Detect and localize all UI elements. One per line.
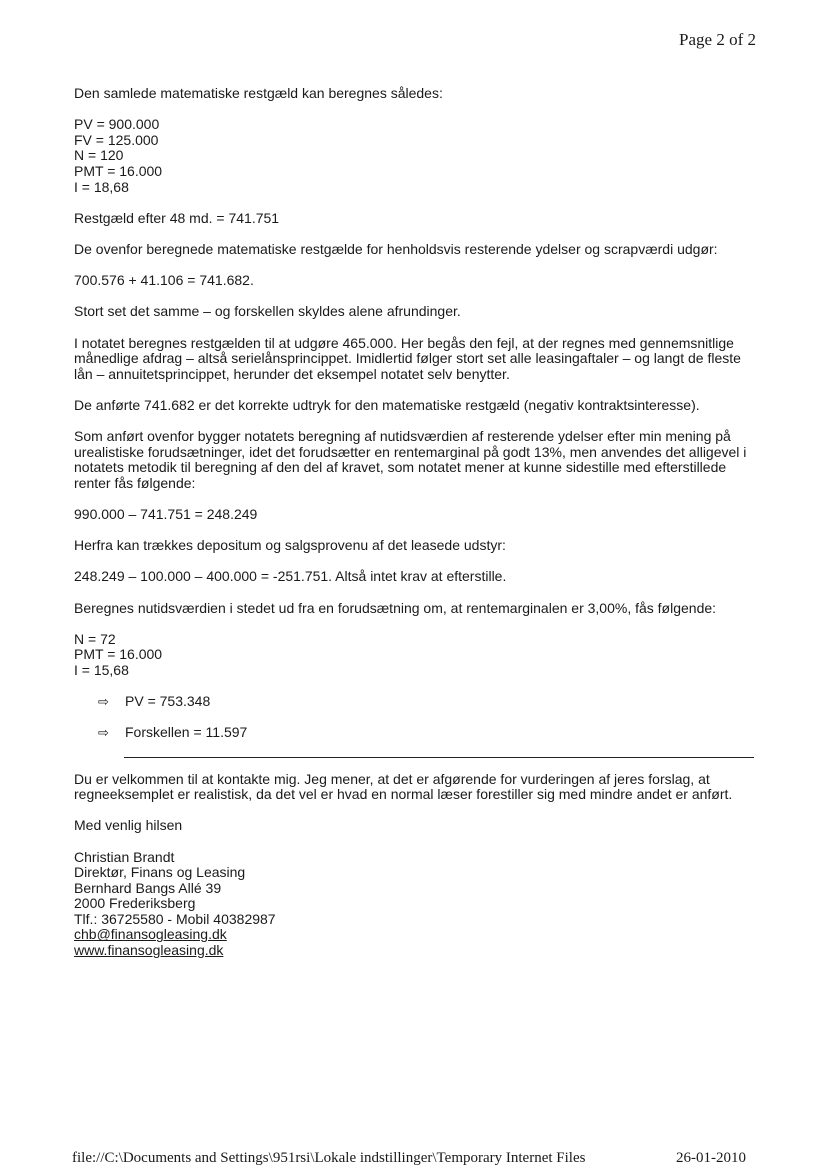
text-line: I notatet beregnes restgælden til at udgøre 465.000. Her begås den fejl, at der regnes med gennemsnitlige bbox=[74, 334, 734, 351]
text-line: lån – annuitetsprincippet, herunder det eksempel notatet selv benytter. bbox=[74, 365, 510, 382]
paragraph-nutidsvaerdi bbox=[74, 429, 764, 491]
text-line: Som anført ovenfor bygger notatets beregning af nutidsværdien af resterende ydelser efter min mening på bbox=[74, 428, 731, 445]
letter-body bbox=[74, 86, 764, 959]
paragraph-kontakt bbox=[74, 772, 764, 803]
calc-values-1 bbox=[74, 117, 764, 195]
signature-name: Christian Brandt bbox=[74, 848, 175, 865]
paragraph-rentemarginal: Beregnes nutidsværdien i stedet ud fra en forudsætning om, at rentemarginalen er 3,00%, fås følgende: bbox=[74, 599, 717, 616]
text-line: Du er velkommen til at kontakte mig. Jeg mener, at det er afgørende for vurderingen af jeres forslag, at bbox=[74, 770, 710, 787]
calc-values-2 bbox=[74, 632, 764, 679]
value-i: I = 18,68 bbox=[74, 178, 129, 195]
greeting: Med venlig hilsen bbox=[74, 817, 183, 834]
footer-date: 26-01-2010 bbox=[676, 1150, 746, 1166]
signature-title: Direktør, Finans og Leasing bbox=[74, 864, 246, 881]
value-pv: PV = 900.000 bbox=[74, 116, 160, 133]
value-fv: FV = 125.000 bbox=[74, 131, 159, 148]
paragraph-restgaelde: De ovenfor beregnede matematiske restgælde for henholdsvis resterende ydelser og scrapværdi udgør: bbox=[74, 240, 718, 257]
paragraph-afrundinger: Stort set det samme – og forskellen skyldes alene afrundinger. bbox=[74, 303, 461, 320]
print-footer bbox=[72, 1150, 762, 1167]
paragraph-notat bbox=[74, 336, 764, 383]
value-pmt: PMT = 16.000 bbox=[74, 162, 163, 179]
website-link[interactable]: www.finansogleasing.dk bbox=[74, 942, 224, 959]
text-line: notatets metodik til beregning af den del af kravet, som notatet mener at kunne sidestille med efterstillede bbox=[74, 459, 727, 476]
text-line: renter fås følgende: bbox=[74, 474, 196, 491]
result-pv-text: PV = 753.348 bbox=[125, 693, 211, 710]
paragraph-depositum: Herfra kan trækkes depositum og salgsprovenu af det leasede udstyr: bbox=[74, 537, 506, 554]
result-forskel-text: Forskellen = 11.597 bbox=[125, 724, 248, 741]
restgaeld-intro: Den samlede matematiske restgæld kan beregnes således: bbox=[74, 85, 443, 101]
email-link[interactable]: chb@finansogleasing.dk bbox=[74, 926, 227, 943]
paragraph-korrekt-udtryk: De anførte 741.682 er det korrekte udtryk for den matematiske restgæld (negativ kontraktsinteresse). bbox=[74, 396, 700, 413]
signature-block bbox=[74, 850, 764, 959]
signature-city: 2000 Frederiksberg bbox=[74, 895, 196, 912]
value-i: I = 15,68 bbox=[74, 661, 129, 678]
calc-krav: 248.249 – 100.000 – 400.000 = -251.751. Altså intet krav at efterstille. bbox=[74, 568, 507, 585]
footer-path: file://C:\Documents and Settings\951rsi\Lokale indstillinger\Temporary Internet Files bbox=[72, 1150, 586, 1166]
result-forskel bbox=[74, 725, 764, 741]
signature-street: Bernhard Bangs Allé 39 bbox=[74, 879, 222, 896]
value-n: N = 72 bbox=[74, 630, 116, 647]
value-n: N = 120 bbox=[74, 147, 124, 164]
text-line: regneeksemplet er realistisk, da det vel er hvad en normal læser forestiller sig med mindre andet er anført. bbox=[74, 786, 733, 803]
text-line: månedlige afdrag – altså serielånsprincippet. Imidlertid følger stort set alle leasingaftaler – og langt de fleste bbox=[74, 350, 741, 367]
divider bbox=[124, 757, 754, 758]
paragraph-sum: 700.576 + 41.106 = 741.682. bbox=[74, 272, 254, 289]
signature-phone: Tlf.: 36725580 - Mobil 40382987 bbox=[74, 910, 276, 927]
restgaeld-result: Restgæld efter 48 md. = 741.751 bbox=[74, 209, 280, 226]
arrow-right-icon: ⇨ bbox=[98, 694, 109, 710]
calc-difference: 990.000 – 741.751 = 248.249 bbox=[74, 506, 258, 523]
result-pv bbox=[74, 694, 764, 710]
arrow-right-icon: ⇨ bbox=[98, 725, 109, 741]
page-number: Page 2 of 2 bbox=[679, 30, 756, 49]
text-line: urealistiske forudsætninger, idet det forudsætter en rentemarginal på godt 13%, men anvendes det alligevel i bbox=[74, 443, 747, 460]
value-pmt: PMT = 16.000 bbox=[74, 646, 163, 663]
